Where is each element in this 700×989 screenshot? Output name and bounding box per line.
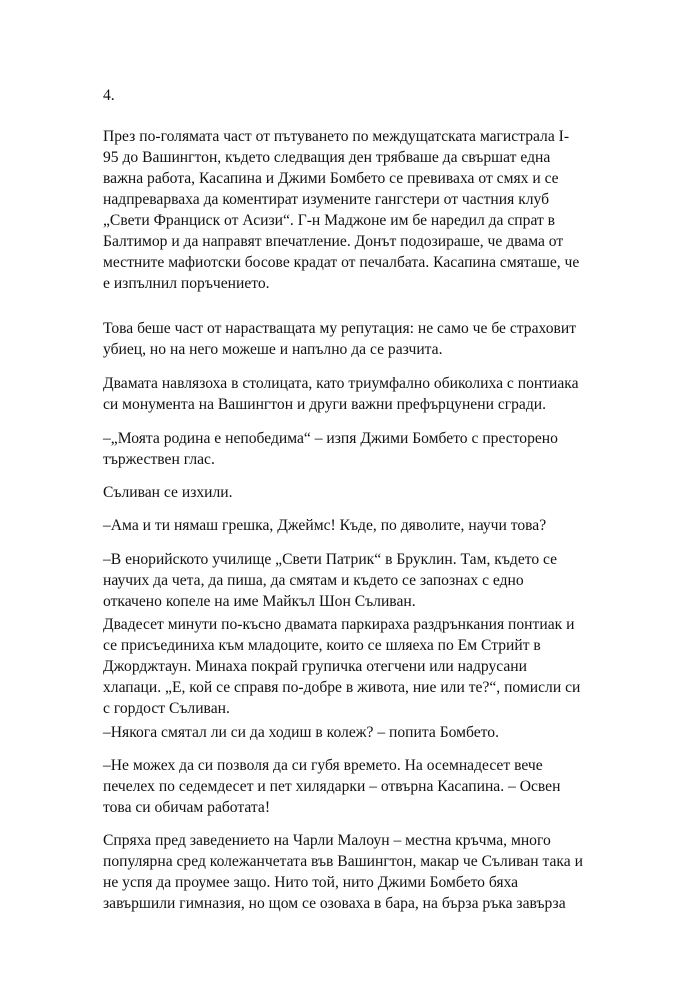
paragraph-5: Съливан се изхили. — [103, 484, 233, 501]
paragraph-6: –Ама и ти нямаш грешка, Джеймс! Къде, по дяволите, научи това? — [103, 517, 547, 534]
paragraph-4: –„Моята родина е непобедима“ – изпя Джими Бомбето с престорено тържествен глас. — [103, 430, 558, 468]
paragraph-1: През по-голямата част от пътуването по междущатската магистрала I- 95 до Вашингтон, където следващия ден трябваше да свършат една важна работа, Касапина и Джими Бомбето се превиваха от смях и се надпреварваха да коментират изумените гангстери от частния клуб „Свети Франциск от Асизи“. Г-н Маджоне им бе наредил да спрат в Балтимор и да направят впечатление. Донът подозираше, че двама от местните мафиотски босове крадат от печалбата. Касапина смяташе, че е изпълнил поръчението. — [103, 128, 580, 292]
paragraph-10: –Не можех да си позволя да си губя времето. На осемнадесет вече печелех по седемдесет и пет хилядарки – отвърна Касапина. – Освен това си обичам работата! — [103, 757, 561, 816]
paragraph-7: –В енорийското училище „Свети Патрик“ в Бруклин. Там, където се научих да чета, да пиша, да смятам и където се запознах с едно откачено копеле на име Майкъл Шон Съливан. — [103, 551, 558, 610]
paragraph-11: Спряха пред заведението на Чарли Малоун – местна кръчма, много популярна сред колежанчетата във Вашингтон, макар че Съливан така и не успя да проумее защо. Нито той, нито Джими Бомбето бяха завършили гимназия, но щом се озоваха в бара, на бърза ръка завърза — [103, 832, 583, 912]
paragraph-3: Двамата навлязоха в столицата, като триумфално обиколиха с понтиака си монумента на Вашингтон и други важни префърцунени сгради. — [103, 375, 579, 413]
chapter-number: 4. — [103, 87, 115, 104]
paragraph-9: –Някога смятал ли си да ходиш в колеж? – попита Бомбето. — [103, 724, 499, 741]
paragraph-8: Двадесет минути по-късно двамата паркираха раздрънкания понтиак и се присъединиха към младоците, които се шляеха по Ем Стрийт в Джорджтаун. Минаха покрай групичка отегчени или надрусани хлапаци. „Е, кой се справя по-добре в живота, ние или те?“, помисли си с гордост Съливан. — [103, 616, 581, 717]
paragraph-2: Това беше част от нарастващата му репутация: не само че бе страховит убиец, но на него можеше и напълно да се разчита. — [103, 320, 577, 358]
